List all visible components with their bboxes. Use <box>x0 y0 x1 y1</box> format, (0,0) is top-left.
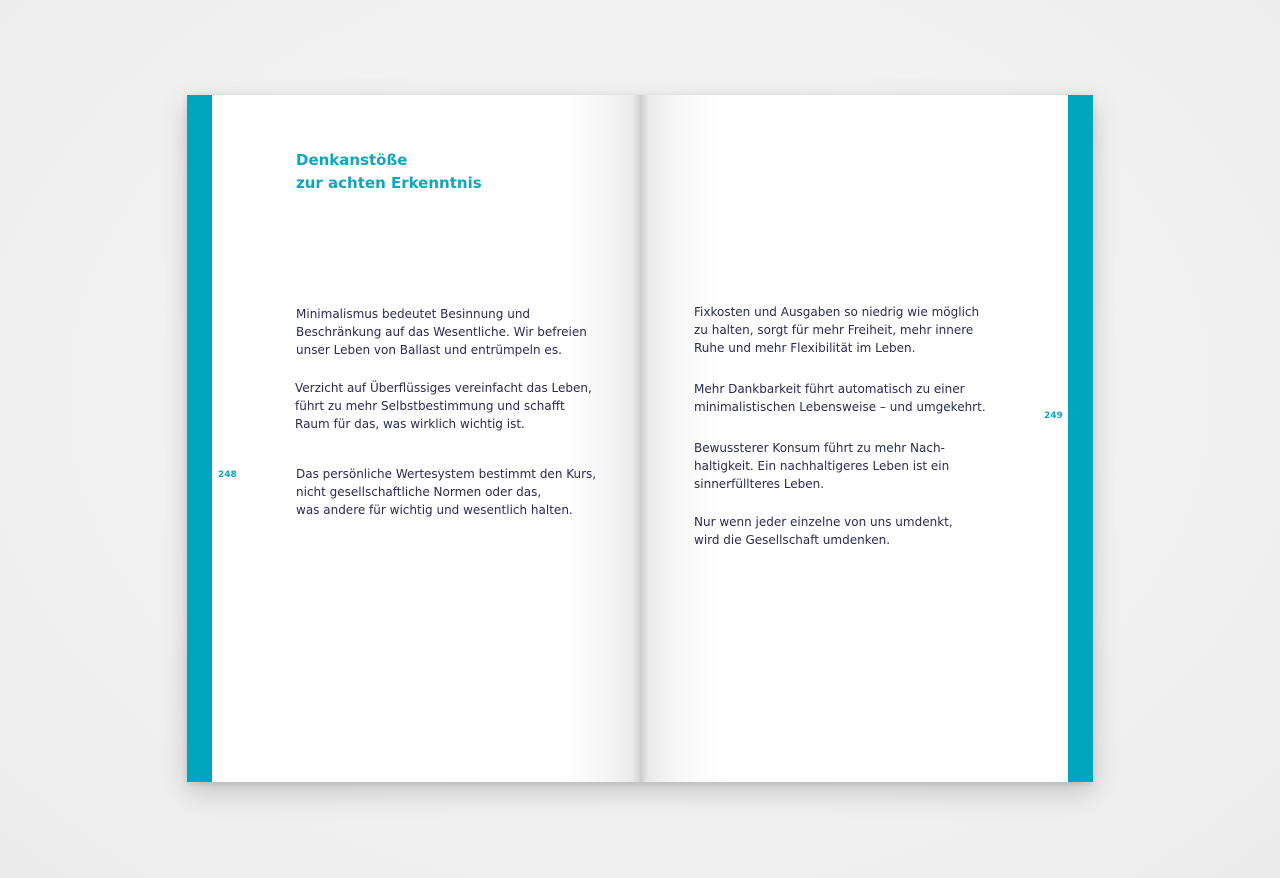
page-number-right: 249 <box>1044 411 1063 421</box>
page-number-left: 248 <box>218 470 237 480</box>
paragraph-fixed-costs <box>694 303 979 357</box>
text-line: zu halten, sorgt für mehr Freiheit, mehr innere <box>694 323 974 337</box>
text-line: Fixkosten und Ausgaben so niedrig wie möglich <box>694 305 980 319</box>
text-line: Minimalismus bedeutet Besinnung und <box>296 307 531 321</box>
paragraph-gratitude <box>694 380 986 416</box>
text-line: Ruhe und mehr Flexibilität im Leben. <box>694 341 916 355</box>
right-page <box>640 95 1068 782</box>
cover-edge-right <box>1068 95 1093 782</box>
paragraph-values <box>296 465 596 519</box>
heading-line: Denkanstöße <box>296 151 408 169</box>
cover-edge-left <box>187 95 212 782</box>
text-line: führt zu mehr Selbstbestimmung und schafft <box>295 399 565 413</box>
text-line: was andere für wichtig und wesentlich halten. <box>296 503 573 517</box>
text-line: Raum für das, was wirklich wichtig ist. <box>295 417 525 431</box>
paragraph-minimalism <box>296 305 587 359</box>
text-line: nicht gesellschaftliche Normen oder das, <box>296 485 542 499</box>
text-line: Mehr Dankbarkeit führt automatisch zu einer <box>694 382 965 396</box>
paragraph-rethinking <box>694 513 953 549</box>
text-line: unser Leben von Ballast und entrümpeln es. <box>296 343 562 357</box>
text-line: Verzicht auf Überflüssiges vereinfacht das Leben, <box>295 381 592 395</box>
text-line: Bewussterer Konsum führt zu mehr Nach- <box>694 441 945 455</box>
text-line: Nur wenn jeder einzelne von uns umdenkt, <box>694 515 953 529</box>
text-line: minimalistischen Lebensweise – und umgekehrt. <box>694 400 986 414</box>
heading-line: zur achten Erkenntnis <box>296 174 482 192</box>
open-book <box>187 95 1093 782</box>
text-line: wird die Gesellschaft umdenken. <box>694 533 891 547</box>
text-line: sinnerfüllteres Leben. <box>694 477 825 491</box>
text-line: haltigkeit. Ein nachhaltigeres Leben ist ein <box>694 459 950 473</box>
book-gutter <box>632 95 648 782</box>
text-line: Beschränkung auf das Wesentliche. Wir befreien <box>296 325 587 339</box>
section-heading <box>296 149 482 195</box>
paragraph-renunciation <box>295 379 592 433</box>
paragraph-consumption <box>694 439 949 493</box>
left-page <box>212 95 640 782</box>
text-line: Das persönliche Wertesystem bestimmt den Kurs, <box>296 467 597 481</box>
